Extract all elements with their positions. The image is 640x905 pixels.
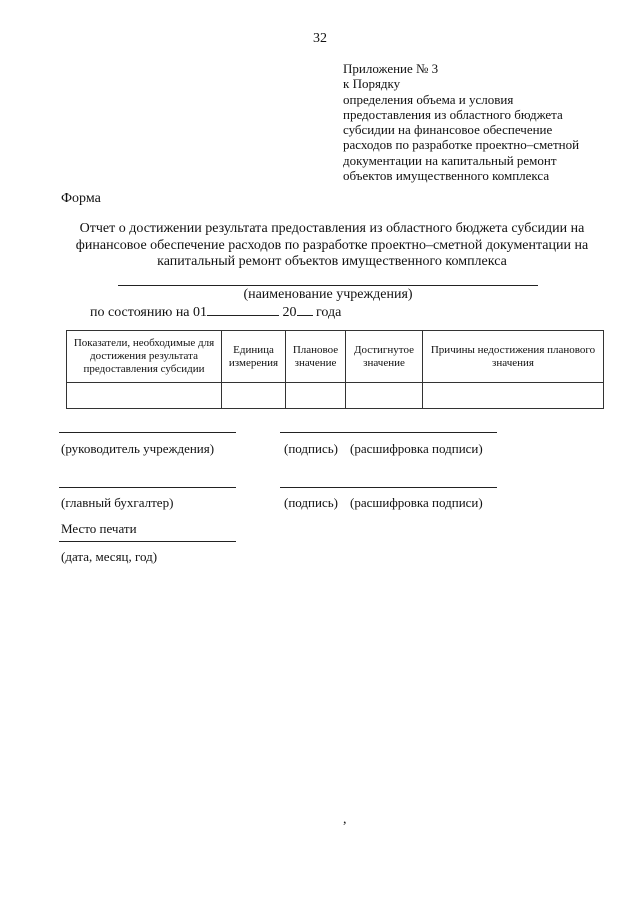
head-signature-line bbox=[280, 432, 497, 433]
appendix-header bbox=[343, 61, 613, 183]
column-header: Причины недостижения планового значения bbox=[423, 331, 604, 383]
results-table bbox=[66, 330, 604, 409]
appendix-line: субсидии на финансовое обеспечение bbox=[343, 122, 553, 138]
seal-place-label: Место печати bbox=[61, 521, 137, 536]
accountant-name-line bbox=[59, 487, 236, 488]
column-header: Единица измерения bbox=[222, 331, 286, 383]
appendix-line: определения объема и условия bbox=[343, 91, 514, 107]
head-name-line bbox=[59, 432, 236, 433]
report-title bbox=[60, 221, 604, 271]
appendix-line: объектов имущественного комплекса bbox=[343, 168, 550, 184]
accountant-label: (главный бухгалтер) bbox=[61, 495, 174, 510]
as-of-suffix: года bbox=[316, 305, 342, 320]
as-of-date bbox=[90, 303, 341, 321]
appendix-line: предоставления из областного бюджета bbox=[343, 106, 563, 122]
as-of-year-prefix: 20 bbox=[282, 305, 297, 320]
page-number: 32 bbox=[313, 31, 327, 46]
table-cell bbox=[346, 383, 423, 409]
column-header: Плановое значение bbox=[286, 331, 346, 383]
table-row bbox=[67, 383, 604, 409]
signature-decode-label: (расшифровка подписи) bbox=[350, 495, 483, 510]
appendix-line: документации на капитальный ремонт bbox=[343, 152, 557, 168]
column-header: Показатели, необходимые для достижения результата предоставления субсидии bbox=[67, 331, 222, 383]
stray-comma: , bbox=[343, 812, 347, 827]
date-label: (дата, месяц, год) bbox=[61, 549, 158, 564]
head-label: (руководитель учреждения) bbox=[61, 441, 215, 456]
institution-name-caption: (наименование учреждения) bbox=[243, 287, 413, 302]
as-of-prefix: по состоянию на 01 bbox=[90, 305, 208, 320]
signature-label: (подпись) bbox=[284, 441, 338, 456]
date-line bbox=[59, 541, 236, 542]
year-blank bbox=[297, 303, 313, 316]
month-blank bbox=[207, 303, 279, 316]
table-cell bbox=[222, 383, 286, 409]
appendix-line: Приложение № 3 bbox=[343, 61, 439, 76]
accountant-signature-line bbox=[280, 487, 497, 488]
report-title-line: Отчет о достижении результата предоставления из областного бюджета субсидии на bbox=[79, 221, 585, 236]
table-header-row bbox=[67, 331, 604, 383]
appendix-line: расходов по разработке проектно–сметной bbox=[343, 137, 580, 153]
appendix-line: к Порядку bbox=[343, 76, 401, 92]
report-title-line: финансовое обеспечение расходов по разработке проектно–сметной документации на bbox=[75, 237, 589, 253]
table-cell bbox=[423, 383, 604, 409]
table-cell bbox=[286, 383, 346, 409]
institution-name-line bbox=[118, 285, 538, 286]
column-header: Достигнутое значение bbox=[346, 331, 423, 383]
table-cell bbox=[67, 383, 222, 409]
report-title-line: капитальный ремонт объектов имущественного комплекса bbox=[157, 254, 507, 269]
signature-label: (подпись) bbox=[284, 495, 338, 510]
form-label: Форма bbox=[61, 191, 101, 206]
signature-decode-label: (расшифровка подписи) bbox=[350, 441, 483, 456]
